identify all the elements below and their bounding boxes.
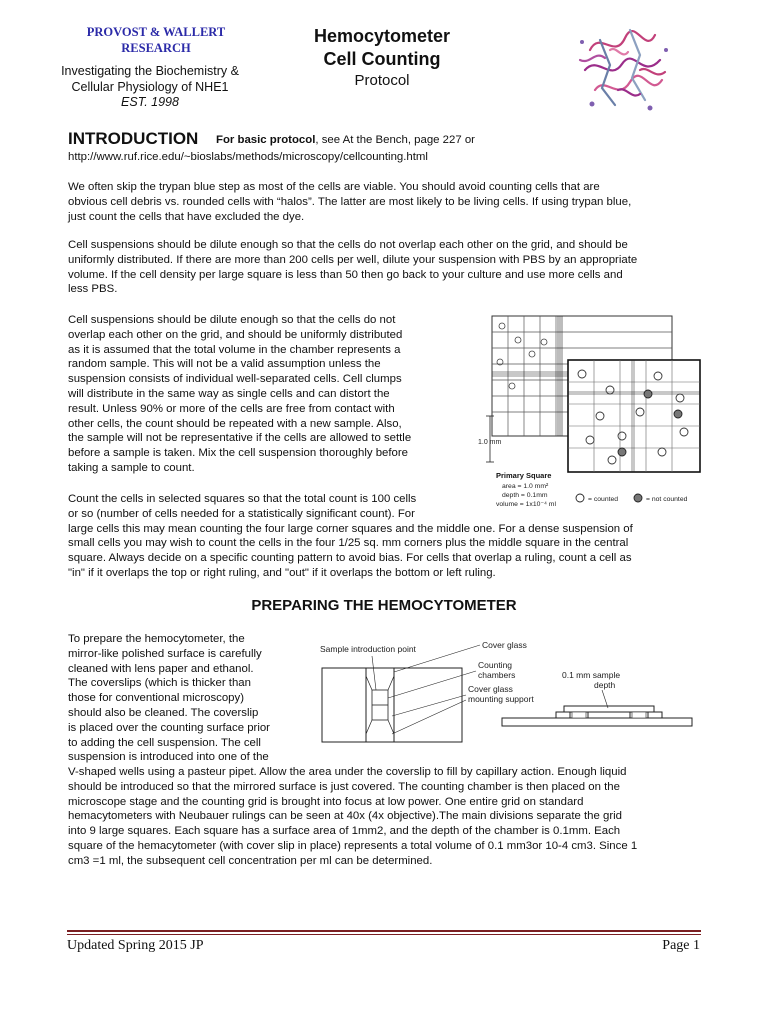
protein-structure-image <box>570 20 676 116</box>
sample-point-label: Sample introduction point <box>320 644 416 654</box>
text-line: into 9 large squares. Each square has a surface area of 1mm2, and the depth of the chamber is 0.1mm. Each <box>68 825 621 838</box>
footer-updated: Updated Spring 2015 JP <box>67 938 204 953</box>
legend-counted: = counted <box>588 496 619 503</box>
mounting-label-1: Cover glass <box>468 684 513 694</box>
text-line: overlap each other on the grid, and should be uniformly distributed <box>68 328 403 341</box>
text-line: We often skip the trypan blue step as most of the cells are viable. You should avoid counting cells that are <box>68 181 600 193</box>
text-line: taking a sample to count. <box>68 461 195 474</box>
page-number: Page 1 <box>662 938 700 953</box>
text-line: those for conventional microscopy) <box>68 692 245 705</box>
hemocytometer-chamber-diagram <box>312 638 714 758</box>
text-line: obvious cell debris vs. rounded cells with “halos”. The latter are most likely to be living cells. If using trypan blue, <box>68 195 632 208</box>
text-line: cleaned with lens paper and ethanol. <box>68 662 254 675</box>
basic-protocol-line <box>216 134 475 146</box>
text-line: square. Always decide on a specific counting pattern to avoid bias. For cells that overlap a ruling, count a cell as <box>68 552 632 565</box>
text-line: mirror-like polished surface is carefully <box>68 647 262 660</box>
text-line: microscope stage and the counting grid is brought into focus at low power. One entire grid on standard <box>68 795 584 808</box>
prep-paragraph <box>68 632 308 765</box>
cover-glass-label: Cover glass <box>482 640 527 650</box>
tagline-line2: Cellular Physiology of NHE1 <box>71 80 229 94</box>
text-line: should be introduced so that the mirrored surface is just covered. The counting chamber is then placed on the <box>68 780 620 793</box>
not-counted-cell-icon <box>634 494 642 502</box>
primary-square-depth: depth = 0.1mm <box>502 492 548 499</box>
org-name-line1: PROVOST & WALLERT <box>86 25 226 39</box>
prep-heading: PREPARING THE HEMOCYTOMETER <box>251 597 517 614</box>
intro-paragraph-3 <box>68 313 463 476</box>
text-line: cm3 =1 ml, the subsequent cell concentration per ml can be determined. <box>68 854 433 867</box>
text-line: as it is assumed that the total volume in the chamber represents a <box>68 343 401 356</box>
text-line: other cells, the count should be repeated with a new sample. Also, <box>68 417 402 430</box>
text-line: suspension consists of individual well-separated cells. Cell clumps <box>68 373 402 386</box>
page-subtitle: Protocol <box>354 72 410 89</box>
title-line2: Cell Counting <box>323 49 441 69</box>
org-name-line2: RESEARCH <box>121 41 191 55</box>
legend-not-counted: = not counted <box>646 496 688 503</box>
sample-depth-label-2: depth <box>594 680 616 690</box>
text-line: To prepare the hemocytometer, the <box>68 633 245 645</box>
dimension-label: 1.0 mm <box>478 439 502 446</box>
text-line: The coverslips (which is thicker than <box>68 677 251 690</box>
text-line: suspension is introduced into one of the <box>68 751 269 764</box>
primary-square-title: Primary Square <box>496 471 552 480</box>
page-title <box>282 25 482 71</box>
text-line: result. Unless 90% or more of the cells are free from contact with <box>68 402 395 415</box>
text-line: should also be cleaned. The coverslip <box>68 706 259 719</box>
sample-depth-label-1: 0.1 mm sample <box>562 670 621 680</box>
text-line: Cell suspensions should be dilute enough so that the cells do not overlap each other on the grid, and should be <box>68 239 628 251</box>
text-line: "in" if it overlaps the top or right ruling, and "out" if it overlaps the bottom or left ruling. <box>68 566 496 579</box>
text-line: square of the hemacytometer (with cover slip in place) represents a total volume of 0.1 mm3or 10-4 cm3. Since 1 <box>68 839 638 852</box>
basic-protocol-rest: , see At the Bench, page 227 or <box>315 134 475 146</box>
intro-paragraph-2 <box>68 238 637 297</box>
text-line: volume. If the cell density per large square is less than 50 then go back to your culture and use more cells and <box>68 268 623 281</box>
text-line: just count the cells that have excluded the dye. <box>68 210 305 223</box>
text-line: the sample will not be representative if the cells are allowed to settle <box>68 432 412 445</box>
tagline-line1: Investigating the Biochemistry & <box>61 64 239 78</box>
text-line: less PBS. <box>68 283 118 296</box>
text-line: Cell suspensions should be dilute enough so that the cells do not <box>68 314 396 326</box>
primary-square-volume: volume = 1x10⁻⁴ ml <box>496 501 556 508</box>
text-line: to adding the cell suspension. The cell <box>68 736 261 749</box>
text-line: before a sample is taken. Mix the cell suspension thoroughly before <box>68 447 409 460</box>
org-tagline <box>44 63 256 95</box>
text-line: or so (number of cells needed for a statistically significant count). For <box>68 507 415 520</box>
text-line: random sample. This will not be a valid assumption unless the <box>68 358 381 371</box>
primary-square-area: area = 1.0 mm² <box>502 483 549 490</box>
text-line: uniformly distributed. If there are more than 200 cells per well, dilute your suspension with PBS by an appropriate <box>68 253 638 266</box>
mounting-label-2: mounting support <box>468 694 534 704</box>
text-line: is placed over the counting surface prior <box>68 721 270 734</box>
text-line: will distribute in the same way as single cells and can distort the <box>68 387 390 400</box>
protocol-url[interactable]: http://www.ruf.rice.edu/~bioslabs/methods/microscopy/cellcounting.html <box>68 151 428 163</box>
established-year: EST. 1998 <box>121 95 179 109</box>
basic-protocol-bold: For basic protocol <box>216 134 316 146</box>
prep-paragraph-continued <box>68 765 637 869</box>
counting-chambers-label-2: chambers <box>478 670 516 680</box>
text-line: V-shaped wells using a pasteur pipet. Allow the area under the coverslip to fill by capillary action. Enough liquid <box>68 766 627 778</box>
counting-chambers-label-1: Counting <box>478 660 513 670</box>
title-line1: Hemocytometer <box>313 26 451 46</box>
counted-cell-icon <box>576 494 584 502</box>
footer-rule <box>67 930 701 932</box>
org-name <box>56 24 256 56</box>
hemocytometer-grid-figure <box>472 312 704 514</box>
intro-heading: INTRODUCTION <box>68 129 199 148</box>
intro-paragraph-1 <box>68 180 631 224</box>
footer-rule-thin <box>67 934 701 935</box>
text-line: large cells this may mean counting the four large corner squares and the middle one. For a dense suspension of <box>68 522 633 535</box>
text-line: small cells you may wish to count the cells in the four 1/25 sq. mm corners plus the middle square in the central <box>68 537 629 550</box>
text-line: hemacytometers with Neubauer rulings can be seen at 40x (4x objective).The main divisions separate the grid <box>68 810 622 823</box>
text-line: Count the cells in selected squares so that the total count is 100 cells <box>68 493 417 505</box>
